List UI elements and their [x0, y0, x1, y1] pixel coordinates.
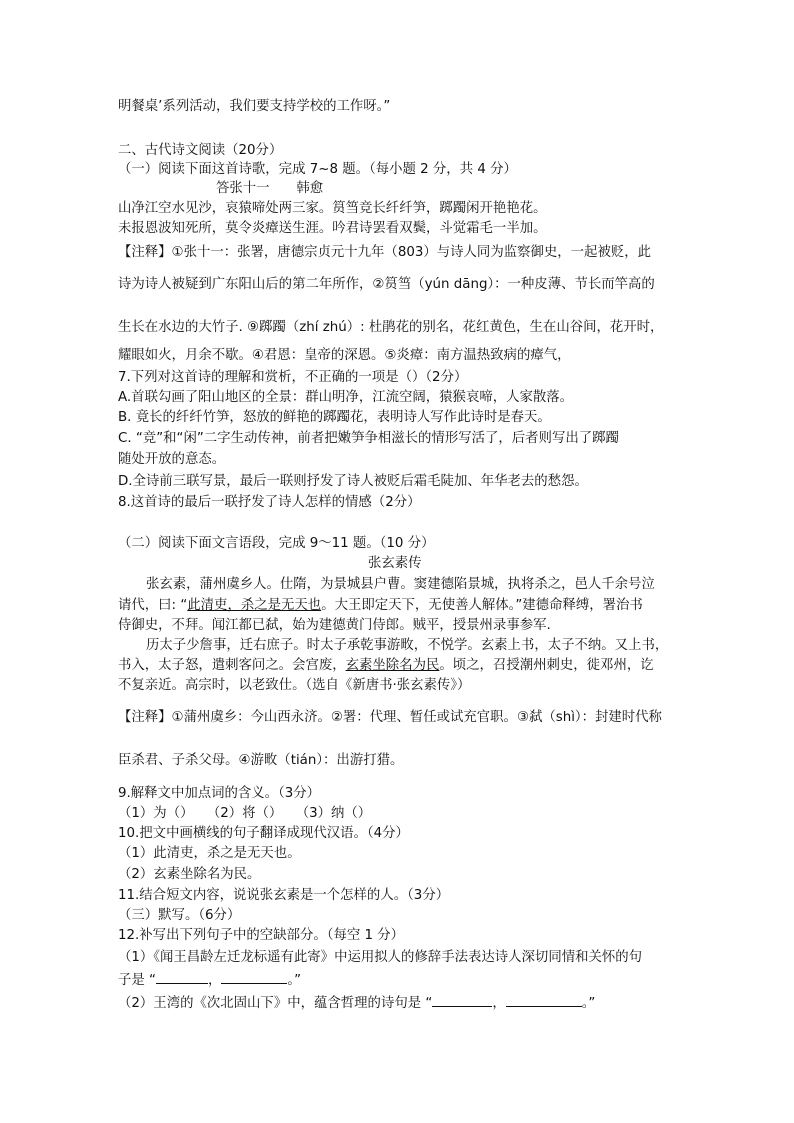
- annotation-line: 诗为诗人被疑到广东阳山后的第二年所作，②筼筜（yún dāng）：一种皮薄、节长而竿高的: [118, 277, 655, 292]
- item-text: ，: [492, 996, 506, 1011]
- question-11: 11.结合短文内容，说说张玄素是一个怎样的人。（3分）: [118, 888, 450, 903]
- question-10: 10.把文中画横线的句子翻译成现代汉语。（4分）: [118, 826, 409, 841]
- passage-text: 请代，曰: “: [118, 598, 188, 613]
- answer-blank[interactable]: [506, 993, 582, 1007]
- question-9-items: （1）为（） （2）将（） （3）纳（）: [118, 806, 372, 821]
- passage-line: 历太子少詹事，迁右庶子。时太子承乾事游畋，不悦学。玄素上书，太子不纳。又上书，: [146, 638, 669, 653]
- poem-title: 答张十一 韩愈: [216, 181, 324, 196]
- item-text: 。”: [581, 996, 596, 1011]
- section-heading: （三）默写。（6分）: [118, 908, 241, 923]
- item-text: 子是 “: [118, 973, 156, 988]
- passage-title: 张玄素传: [368, 556, 422, 571]
- answer-blank[interactable]: [221, 970, 287, 984]
- poem-line: 山净江空水见沙，哀猿啼处两三家。筼筜竞长纤纤笋，踯躅闲开艳艳花。: [118, 201, 547, 216]
- question-12: 12.补写出下列句子中的空缺部分。（每空 1 分）: [118, 928, 405, 943]
- question-8: 8.这首诗的最后一联抒发了诗人怎样的情感（2分）: [118, 495, 421, 510]
- option-d: D.全诗前三联写景，最后一联则抒发了诗人被贬后霜毛陡加、年华老去的愁怨。: [118, 474, 588, 489]
- question-12-item-cont: [118, 970, 301, 990]
- passage-text: 。顷之，召授潮州刺史，徙邓州，讫: [439, 658, 654, 673]
- annotation-line: 耀眼如火，月余不歇。④君恩：皇帝的深恩。⑤炎瘴：南方温热致病的瘴气，: [118, 348, 571, 363]
- passage-line: 张玄素，蒲州虞乡人。仕隋，为景城县户曹。窦建德陷景城，执将杀之，邑人千余号泣: [146, 577, 655, 592]
- question-instruction: （一）阅读下面这首诗歌，完成 7~8 题。（每小题 2 分，共 4 分）: [118, 162, 517, 177]
- answer-blank[interactable]: [432, 993, 492, 1007]
- answer-blank[interactable]: [156, 970, 208, 984]
- question-12-item: [118, 993, 595, 1013]
- passage-line: 侍御史，不拜。闻江都已弑，始为建德黄门侍郎。贼平，授景州录事参军.: [118, 618, 551, 633]
- item-text: （2）王湾的《次北固山下》中，蕴含哲理的诗句是 “: [118, 996, 433, 1011]
- question-7: 7.下列对这首诗的理解和赏析，不正确的一项是（）（2分）: [118, 370, 468, 385]
- passage-line: [118, 657, 654, 675]
- option-b: B. 竟长的纤纤竹笋，怒放的鲜艳的踯躅花，表明诗人写作此诗时是春天。: [118, 410, 551, 425]
- poem-line: 未报恩波知死所，莫令炎瘴送生涯。吟君诗罢看双鬓，斗觉霜毛一半加。: [118, 221, 547, 236]
- section-heading: 二、古代诗文阅读（20分）: [118, 143, 283, 158]
- underlined-sentence-2: 玄素坐除名为民: [345, 658, 440, 673]
- passage-line: [118, 597, 643, 615]
- text-line: 明餐桌’系列活动，我们要支持学校的工作呀。”: [118, 99, 391, 114]
- passage-text: 。大王即定天下，无使善人解体。”建德命释缚，署治书: [321, 598, 643, 613]
- item-text: 。”: [287, 973, 302, 988]
- item-text: ，: [207, 973, 222, 988]
- annotation-line: 【注释】①蒲州虞乡：今山西永济。②署：代理、暂任或试充官职。③弑（shì）：封建时代称: [118, 710, 662, 725]
- question-12-item: （1）《闻王昌龄左迁龙标遥有此寄》中运用拟人的修辞手法表达诗人深切同情和关怀的句: [118, 950, 643, 965]
- option-a: A.首联勾画了阳山地区的全景：群山明净，江流空阔，猿猴哀啼，人家散落。: [118, 390, 574, 405]
- question-instruction: （二）阅读下面文言语段，完成 9～11 题。（10 分）: [118, 536, 435, 551]
- question-10-item: （2）玄素坐除名为民。: [118, 867, 261, 882]
- annotation-line: 生长在水边的大竹子. ⑨踯躅（zhí zhú）: 杜鹃花的别名，花红黄色，生在山谷间，花开时，: [118, 320, 664, 335]
- option-c-cont: 随处开放的意态。: [118, 452, 226, 467]
- option-c: C. “竞”和“闲”二字生动传神，前者把嫩笋争相滋长的情形写活了，后者则写出了踯躅: [118, 431, 619, 446]
- question-9: 9.解释文中加点词的含义。（3分）: [118, 786, 321, 801]
- passage-line: 不复亲近。高宗时，以老致仕。（选自《新唐书·张玄素传》）: [118, 678, 471, 693]
- passage-text: 书入，太子怒，遣刺客问之。会宫废，: [118, 658, 346, 673]
- underlined-sentence-1: 此清吏，杀之是无天也: [187, 598, 322, 613]
- question-10-item: （1）此清吏，杀之是无天也。: [118, 846, 301, 861]
- annotation-line: 【注释】①张十一：张署，唐德宗贞元十九年（803）与诗人同为监察御史，一起被贬，此: [118, 245, 652, 260]
- annotation-line: 臣杀君、子杀父母。④游畋（tián）：出游打猎。: [118, 753, 404, 768]
